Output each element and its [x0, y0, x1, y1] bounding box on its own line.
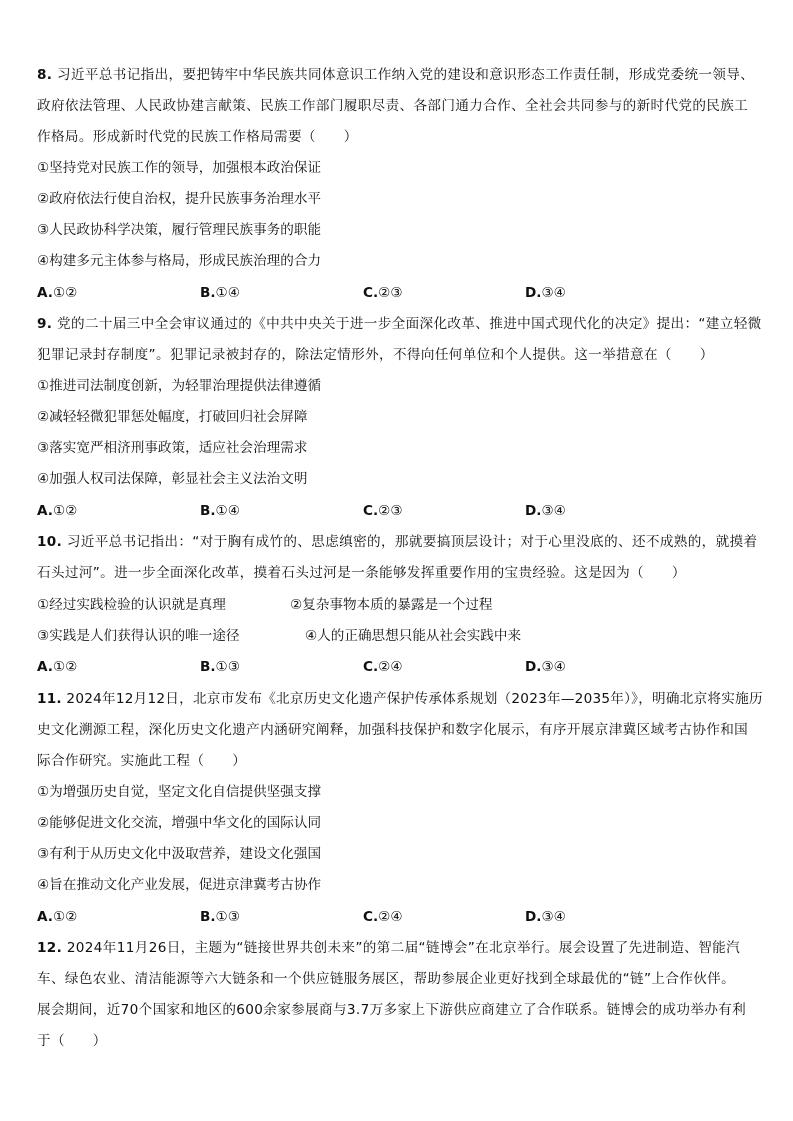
choice-c[interactable]: C.②④: [363, 909, 403, 925]
statement: ②减轻轻微犯罪惩处幅度，打破回归社会屏障: [37, 409, 308, 425]
statement: ③人民政协科学决策，履行管理民族事务的职能: [37, 222, 322, 238]
question-stem-line: 犯罪记录封存制度”。犯罪记录被封存的，除法定情形外，不得向任何单位和个人提供。这一举措意在（ ）: [37, 347, 714, 363]
statement: ②政府依法行使自治权，提升民族事务治理水平: [37, 191, 322, 207]
choice-b[interactable]: B.①④: [200, 503, 240, 519]
question-stem-line: 11. 2024年12月12日，北京市发布《北京历史文化遗产保护传承体系规划（2023年—2035年）》，明确北京将实施历: [37, 691, 763, 707]
statement: ③有利于从历史文化中汲取营养，建设文化强国: [37, 846, 322, 862]
choice-b[interactable]: B.①④: [200, 285, 240, 301]
choice-d[interactable]: D.③④: [525, 285, 566, 301]
question-stem-line: 8. 习近平总书记指出，要把铸牢中华民族共同体意识工作纳入党的建设和意识形态工作责任制，形成党委统一领导、: [37, 67, 755, 83]
statement: ③落实宽严相济刑事政策，适应社会治理需求: [37, 440, 308, 456]
choice-a[interactable]: A.①②: [37, 659, 78, 675]
question-number: 11.: [37, 691, 62, 707]
question-stem-line: 作格局。形成新时代党的民族工作格局需要（ ）: [37, 129, 358, 145]
question-stem-line: 展会期间，近70个国家和地区的600余家参展商与3.7万多家上下游供应商建立了合作联系。链博会的成功举办有利: [37, 1002, 747, 1018]
choice-d[interactable]: D.③④: [525, 503, 566, 519]
choice-b[interactable]: B.①③: [200, 659, 240, 675]
statement: ①为增强历史自觉，坚定文化自信提供坚强支撑: [37, 784, 322, 800]
question-stem-line: 史文化溯源工程，深化历史文化遗产内涵研究阐释，加强科技保护和数字化展示，有序开展京津冀区域考古协作和国: [37, 722, 749, 738]
statement: ③实践是人们获得认识的唯一途径: [37, 628, 240, 644]
choice-a[interactable]: A.①②: [37, 285, 78, 301]
question-stem-line: 车、绿色农业、清洁能源等六大链条和一个供应链服务展区，帮助参展企业更好找到全球最优的“链”上合作伙伴。: [37, 971, 736, 987]
question-stem-line: 9. 党的二十届三中全会审议通过的《中共中央关于进一步全面深化改革、推进中国式现代化的决定》提出：“建立轻微: [37, 316, 762, 332]
statement: ①推进司法制度创新，为轻罪治理提供法律遵循: [37, 378, 322, 394]
question-stem-line: 石头过河”。进一步全面深化改革，摸着石头过河是一条能够发挥重要作用的宝贵经验。这是因为（ ）: [37, 565, 686, 581]
choice-a[interactable]: A.①②: [37, 909, 78, 925]
choice-b[interactable]: B.①③: [200, 909, 240, 925]
statement: ②能够促进文化交流，增强中华文化的国际认同: [37, 815, 322, 831]
statement: ④旨在推动文化产业发展，促进京津冀考古协作: [37, 877, 322, 893]
choice-d[interactable]: D.③④: [525, 909, 566, 925]
statement: ①坚持党对民族工作的领导，加强根本政治保证: [37, 160, 322, 176]
question-number: 12.: [37, 940, 63, 956]
statement: ④人的正确思想只能从社会实践中来: [305, 628, 522, 644]
question-stem-line: 际合作研究。实施此工程（ ）: [37, 753, 247, 769]
question-number: 8.: [37, 67, 53, 83]
choice-c[interactable]: C.②④: [363, 659, 403, 675]
choice-a[interactable]: A.①②: [37, 503, 78, 519]
statement: ①经过实践检验的认识就是真理: [37, 597, 226, 613]
choice-c[interactable]: C.②③: [363, 285, 403, 301]
choice-d[interactable]: D.③④: [525, 659, 566, 675]
question-number: 9.: [37, 316, 53, 332]
question-stem-line: 12. 2024年11月26日，主题为“链接世界共创未来”的第二届“链博会”在北京举行。展会设置了先进制造、智能汽: [37, 940, 741, 956]
question-stem-line: 政府依法管理、人民政协建言献策、民族工作部门履职尽责、各部门通力合作、全社会共同参与的新时代党的民族工: [37, 98, 749, 114]
statement: ④加强人权司法保障，彰显社会主义法治文明: [37, 471, 308, 487]
question-stem-line: 10. 习近平总书记指出：“对于胸有成竹的、思虑缜密的，那就要搞顶层设计；对于心里没底的、还不成熟的，就摸着: [37, 534, 758, 550]
statement: ②复杂事物本质的暴露是一个过程: [290, 597, 493, 613]
question-number: 10.: [37, 534, 63, 550]
question-stem-line: 于（ ）: [37, 1033, 107, 1049]
choice-c[interactable]: C.②③: [363, 503, 403, 519]
statement: ④构建多元主体参与格局，形成民族治理的合力: [37, 253, 322, 269]
